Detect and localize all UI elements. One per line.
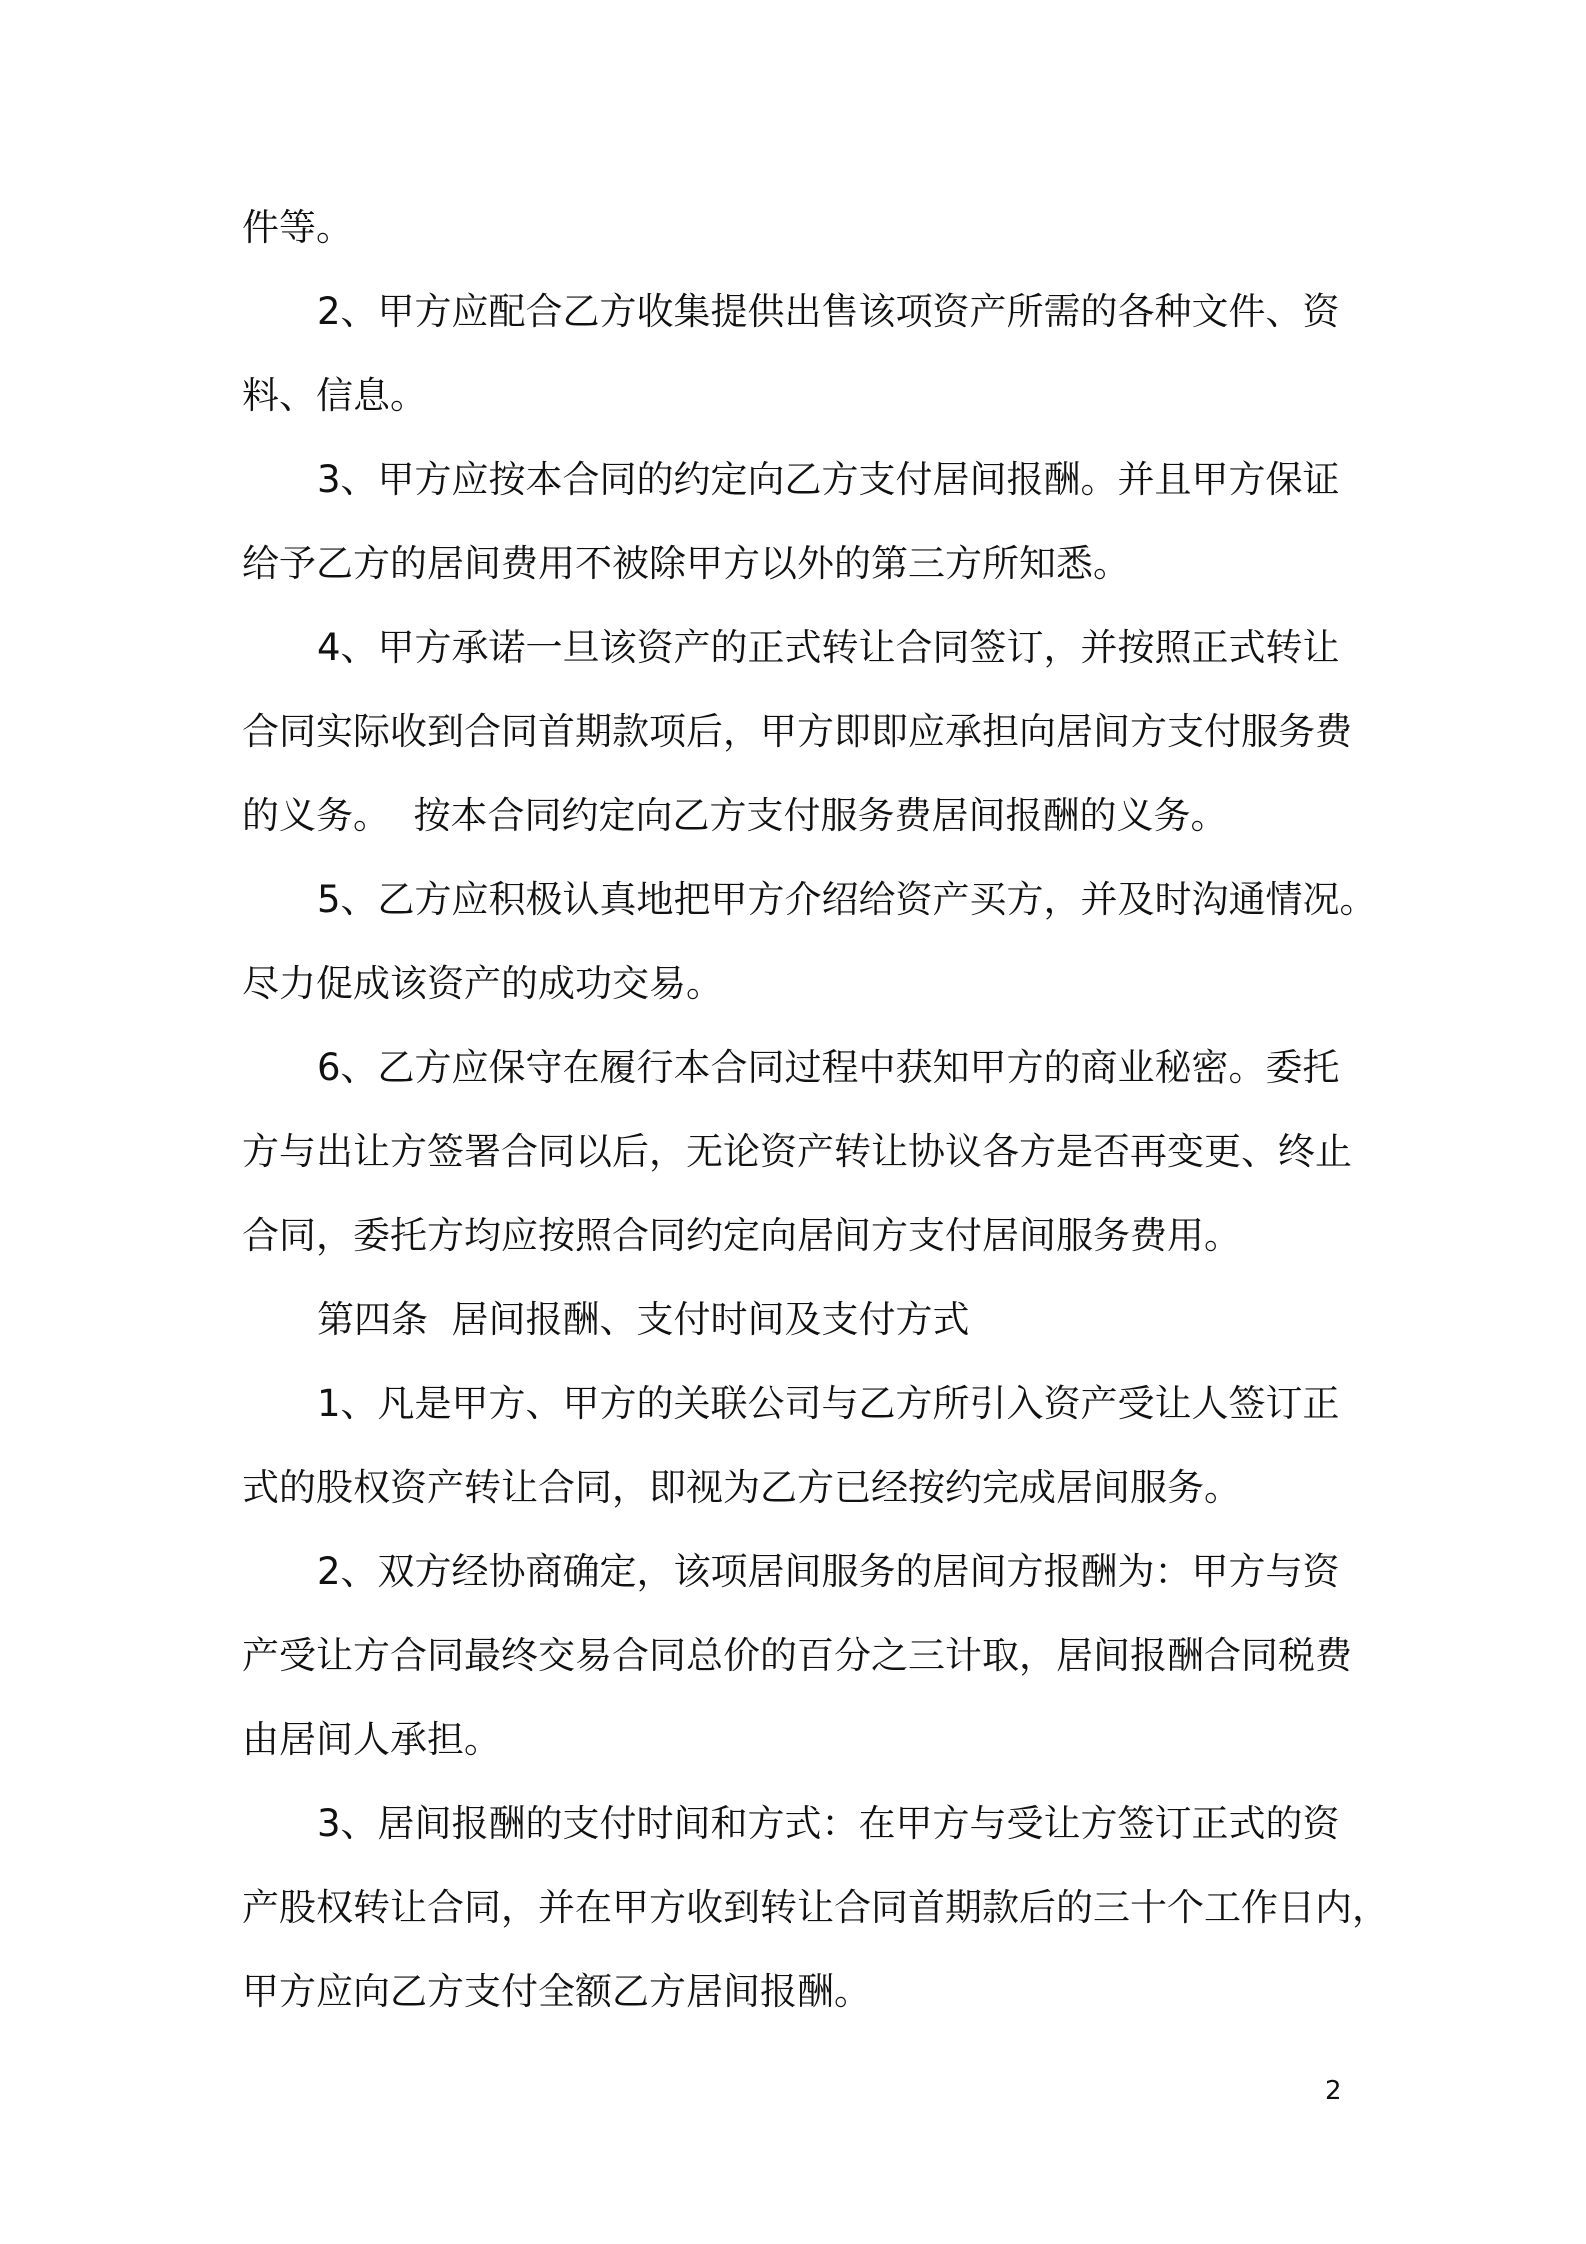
text-line: 尽力促成该资产的成功交易。 (242, 962, 723, 1005)
text-line: 1、凡是甲方、甲方的关联公司与乙方所引入资产受让人签订正 (317, 1382, 1340, 1425)
text-line: 合同，委托方均应按照合同约定向居间方支付居间服务费用。 (242, 1214, 1241, 1257)
text-line: 的义务。 按本合同约定向乙方支付服务费居间报酬的义务。 (242, 794, 1228, 837)
text-line: 方与出让方签署合同以后，无论资产转让协议各方是否再变更、终止 (242, 1130, 1352, 1173)
text-line: 2、双方经协商确定，该项居间服务的居间方报酬为：甲方与资 (317, 1550, 1340, 1593)
page-number: 2 (1325, 2076, 1342, 2106)
text-line: 产股权转让合同，并在甲方收到转让合同首期款后的三十个工作日内， (242, 1886, 1389, 1929)
text-line: 料、信息。 (242, 374, 427, 417)
text-line: 5、乙方应积极认真地把甲方介绍给资产买方，并及时沟通情况。 (317, 878, 1377, 921)
text-line: 式的股权资产转让合同，即视为乙方已经按约完成居间服务。 (242, 1466, 1241, 1509)
text-line: 件等。 (242, 206, 353, 249)
text-line: 给予乙方的居间费用不被除甲方以外的第三方所知悉。 (242, 542, 1130, 585)
text-line: 合同实际收到合同首期款项后，甲方即即应承担向居间方支付服务费 (242, 710, 1352, 753)
text-line: 甲方应向乙方支付全额乙方居间报酬。 (242, 1970, 871, 2013)
text-line: 4、甲方承诺一旦该资产的正式转让合同签订，并按照正式转让 (317, 626, 1340, 669)
text-line: 2、甲方应配合乙方收集提供出售该项资产所需的各种文件、资 (317, 290, 1340, 333)
text-line: 由居间人承担。 (242, 1718, 501, 1761)
text-line: 6、乙方应保守在履行本合同过程中获知甲方的商业秘密。委托 (317, 1046, 1340, 1089)
text-line: 3、甲方应按本合同的约定向乙方支付居间报酬。并且甲方保证 (317, 458, 1340, 501)
text-line: 产受让方合同最终交易合同总价的百分之三计取，居间报酬合同税费 (242, 1634, 1352, 1677)
section-heading: 第四条 居间报酬、支付时间及支付方式 (317, 1298, 970, 1341)
text-line: 3、居间报酬的支付时间和方式：在甲方与受让方签订正式的资 (317, 1802, 1340, 1845)
